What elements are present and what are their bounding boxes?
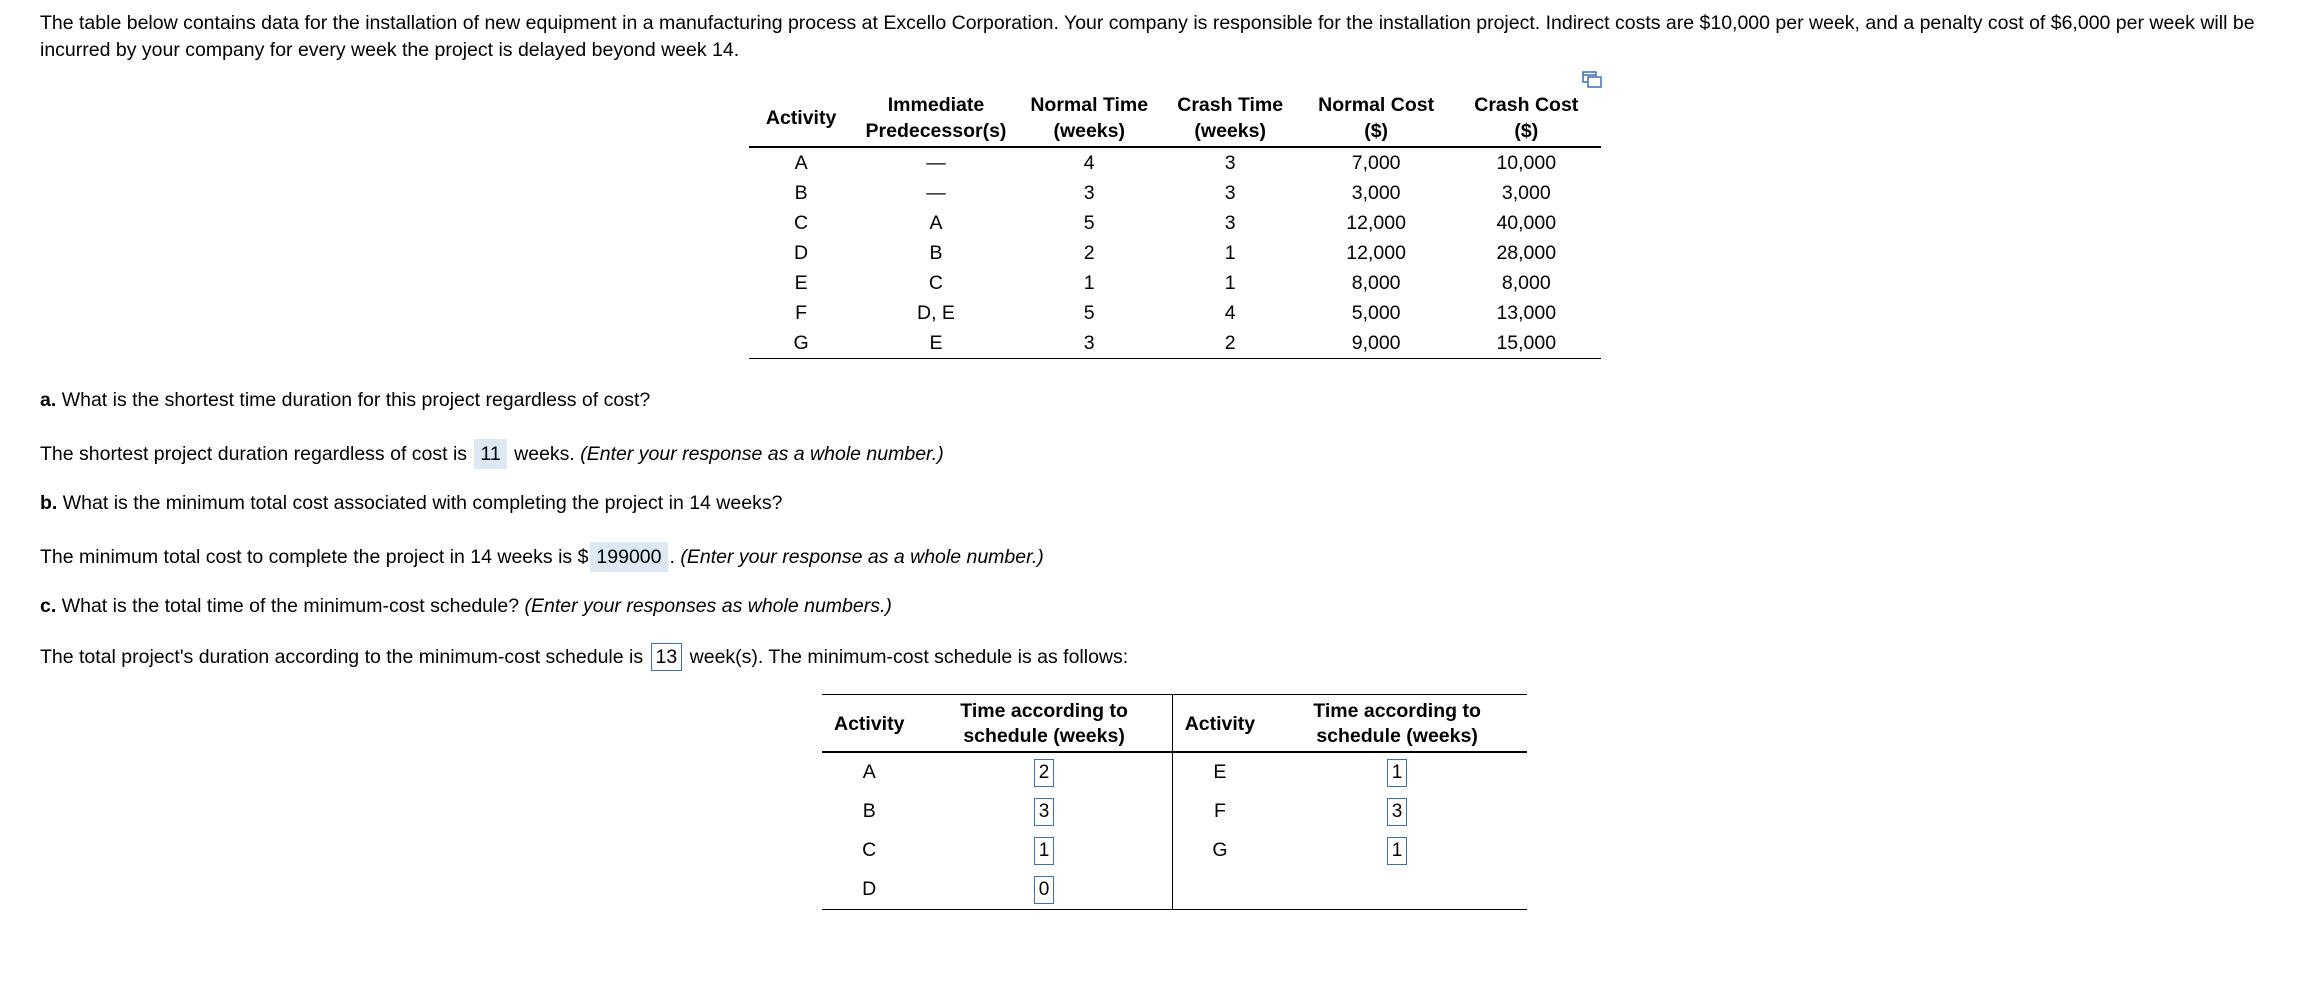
table1-cell: 3	[1224, 212, 1236, 234]
table1-cell: 3	[1224, 182, 1236, 204]
problem-intro: The table below contains data for the installation of new equipment in a manufacturing process at Excello Corporation. Your company is responsible for the installation project. Indirect costs are $10,000 per week, and a penalty cost of $6,000 per week will be incurred by your company for every week the project is delayed beyond week 14.	[40, 12, 2255, 61]
schedule-activity: B	[862, 800, 876, 822]
schedule-time-cell	[1267, 752, 1527, 792]
table1-header-text: Crash Cost	[1474, 94, 1579, 116]
table1-cell: 1	[1224, 272, 1236, 294]
table1-header-text: Normal Cost	[1318, 94, 1435, 116]
table1-cell: D	[794, 242, 809, 264]
table2-header	[822, 695, 916, 753]
table1-header-text: Crash Time	[1177, 94, 1284, 116]
answer-c-field[interactable]: 13	[651, 643, 683, 671]
table1-row	[749, 268, 1601, 298]
table1-cell: 3,000	[1351, 182, 1401, 204]
table2-header	[916, 695, 1172, 753]
table1-cell: 40,000	[1496, 212, 1557, 234]
table2-header	[1267, 695, 1527, 753]
table1-header-text: (weeks)	[1194, 120, 1266, 142]
answer-b-field[interactable]: 199000	[590, 542, 667, 572]
table1-header	[749, 92, 853, 147]
schedule-time-input[interactable]: 2	[1034, 759, 1054, 787]
table2-header	[1172, 695, 1267, 753]
table2-row	[822, 870, 1527, 910]
table1-cell: 3,000	[1501, 182, 1551, 204]
table1-cell: 1	[1224, 242, 1236, 264]
schedule-time-input[interactable]: 3	[1387, 798, 1407, 826]
table1-header-text: ($)	[1364, 120, 1389, 142]
table2-header-text: Activity	[834, 712, 905, 735]
question-b: b. What is the minimum total cost associated with completing the project in 14 weeks?	[40, 492, 783, 514]
table1-header-text: Normal Time	[1030, 94, 1149, 116]
table1-cell: G	[749, 328, 853, 359]
table1-cell: 8,000	[1351, 272, 1401, 294]
table1-cell: F	[795, 302, 808, 324]
table1-header-text: Activity	[765, 107, 837, 129]
table1-header	[1452, 92, 1601, 147]
table1-header	[1019, 92, 1160, 147]
table1-header	[853, 92, 1019, 147]
table1-cell: 1	[1083, 272, 1095, 294]
schedule-time-cell	[1267, 792, 1527, 831]
table1-cell: 8,000	[1501, 272, 1551, 294]
table1-cell: 4	[1083, 152, 1095, 174]
table1-cell: 5,000	[1351, 302, 1401, 324]
schedule-activity: G	[1212, 839, 1228, 861]
schedule-time-input[interactable]: 0	[1034, 876, 1054, 904]
table1-cell: B	[794, 182, 808, 204]
answer-a-line: The shortest project duration regardless of cost is 11 weeks. (Enter your response as a whole number.)	[40, 439, 944, 469]
activity-data-table	[749, 92, 1601, 359]
schedule-activity: D	[822, 870, 916, 910]
schedule-time-input[interactable]: 1	[1387, 837, 1407, 865]
schedule-time-cell	[916, 831, 1172, 870]
schedule-time-cell	[1267, 870, 1527, 910]
table1-cell: 12,000	[1346, 242, 1406, 264]
table1-row	[749, 178, 1601, 208]
table1-cell: 13,000	[1496, 302, 1557, 324]
table1-cell: A	[794, 152, 808, 174]
table1-cell: 7,000	[1351, 152, 1401, 174]
table1-cell: 9,000	[1301, 328, 1452, 359]
schedule-activity: C	[862, 839, 877, 861]
table1-cell: B	[929, 242, 943, 264]
table2-header-text: Time according to	[1313, 700, 1481, 722]
table2-row	[822, 831, 1527, 870]
table1-cell: 15,000	[1452, 328, 1601, 359]
schedule-time-cell	[916, 870, 1172, 910]
table1-cell: 28,000	[1496, 242, 1557, 264]
table1-cell: 5	[1083, 212, 1095, 234]
table1-row	[749, 208, 1601, 238]
table1-header-text: ($)	[1514, 120, 1539, 142]
schedule-time-input[interactable]: 3	[1034, 798, 1054, 826]
table1-row	[749, 298, 1601, 328]
table1-cell: 2	[1083, 242, 1095, 264]
table1-header	[1301, 92, 1452, 147]
schedule-time-input[interactable]: 1	[1387, 759, 1407, 787]
table1-header-text: (weeks)	[1053, 120, 1125, 142]
table1-cell: 4	[1224, 302, 1236, 324]
table1-cell: 12,000	[1346, 212, 1406, 234]
question-c: c. What is the total time of the minimum-cost schedule? (Enter your responses as whole numbers.)	[40, 595, 892, 617]
question-a: a. What is the shortest time duration for this project regardless of cost?	[40, 389, 651, 411]
table2-row	[822, 752, 1527, 792]
table1-cell: A	[929, 212, 943, 234]
table1-row	[749, 147, 1601, 178]
table1-cell: 5	[1083, 302, 1095, 324]
table1-cell: 2	[1160, 328, 1301, 359]
schedule-time-cell	[1267, 831, 1527, 870]
table2-header-text: Activity	[1184, 712, 1256, 735]
schedule-activity: A	[862, 761, 876, 783]
table2-header-text: schedule (weeks)	[963, 725, 1125, 747]
schedule-time-input[interactable]: 1	[1034, 837, 1054, 865]
schedule-time-cell	[916, 752, 1172, 792]
table1-header	[1160, 92, 1301, 147]
answer-a-field[interactable]: 11	[474, 439, 506, 469]
table1-row	[749, 328, 1601, 359]
table1-cell: —	[926, 152, 946, 174]
table1-cell: —	[926, 182, 946, 204]
schedule-activity: F	[1213, 800, 1226, 822]
schedule-activity	[1172, 870, 1267, 910]
table2-header-text: Time according to	[960, 700, 1128, 722]
copy-table-icon[interactable]	[1581, 70, 1603, 90]
table1-cell: 3	[1019, 328, 1160, 359]
table1-cell: E	[853, 328, 1019, 359]
table2-header-text: schedule (weeks)	[1316, 725, 1478, 747]
answer-b-line: The minimum total cost to complete the project in 14 weeks is $ 199000 . (Enter your response as a whole number.)	[40, 542, 1044, 572]
table1-row	[749, 238, 1601, 268]
table1-cell: C	[794, 212, 809, 234]
table1-cell: 3	[1224, 152, 1236, 174]
table1-cell: 3	[1083, 182, 1095, 204]
answer-c-line: The total project's duration according to the minimum-cost schedule is 13 week(s). The minimum-cost schedule is as follows:	[40, 643, 1128, 671]
schedule-table	[822, 694, 1527, 910]
table1-header-text: Immediate	[887, 94, 985, 116]
schedule-activity: E	[1213, 761, 1227, 783]
table1-cell: C	[928, 272, 944, 294]
schedule-time-cell	[916, 792, 1172, 831]
table1-cell: 10,000	[1496, 152, 1557, 174]
table1-cell: D, E	[917, 302, 955, 324]
table1-header-text: Predecessor(s)	[865, 120, 1007, 142]
table1-cell: E	[794, 272, 808, 294]
table2-row	[822, 792, 1527, 831]
